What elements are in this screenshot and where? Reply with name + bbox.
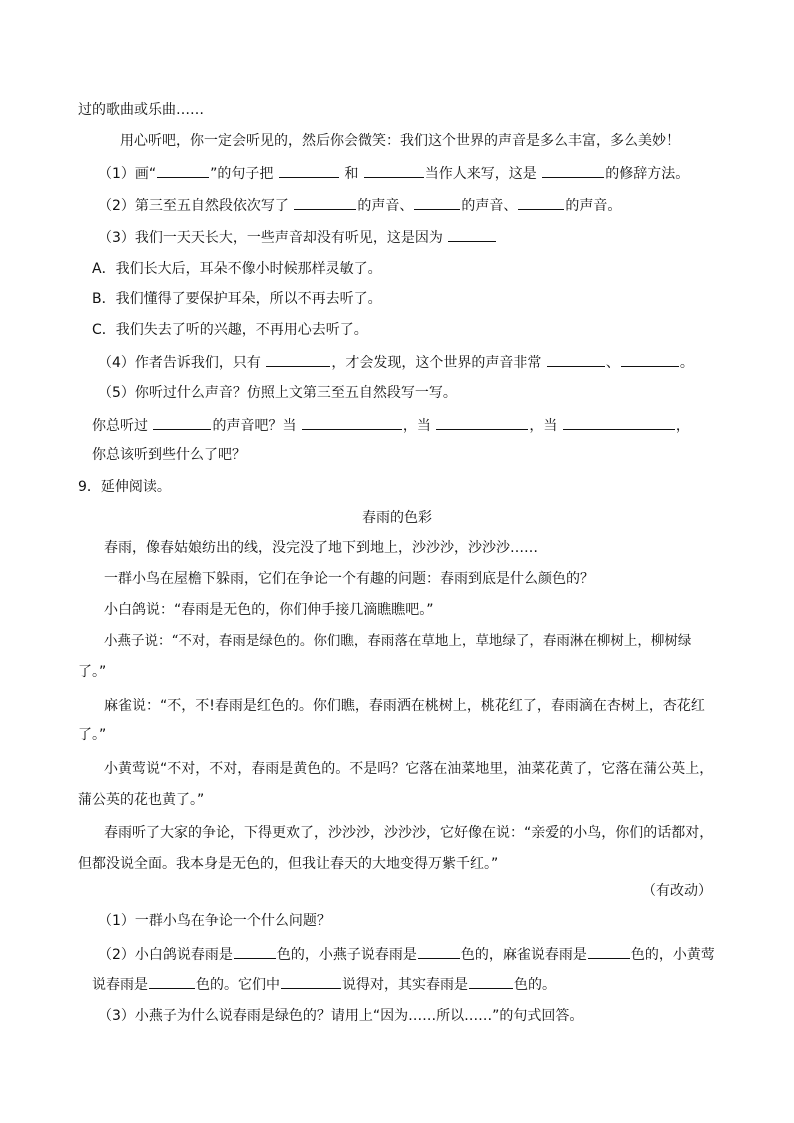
question-9-1: （1）一群小鸟在争论一个什么问题？ [98, 913, 331, 929]
option-a[interactable]: A．我们长大后，耳朵不像小时候那样灵敏了。 [92, 261, 382, 277]
text: 的声音吧？当 [212, 418, 297, 434]
answer-blank[interactable] [266, 353, 330, 367]
text: （2）小白鸽说春雨是 [98, 947, 233, 963]
answer-blank[interactable] [414, 196, 460, 210]
passage-line: 用心听吧，你一定会听见的，然后你会微笑：我们这个世界的声音是多么丰富，多么美妙！ [120, 133, 680, 149]
answer-blank[interactable] [234, 945, 276, 959]
answer-blank[interactable] [588, 945, 630, 959]
source-note: （有改动） [642, 883, 712, 899]
answer-blank[interactable] [469, 975, 513, 989]
text: （3）我们一天天长大，一些声音却没有听见，这是因为 [98, 230, 443, 246]
text: 的声音、 [357, 198, 414, 214]
text: 色的。它们中 [196, 977, 280, 993]
passage-paragraph: 了。” [78, 727, 107, 743]
question-8-5: （5）你听过什么声音？仿照上文第三至五自然段写一写。 [98, 385, 457, 401]
text: ，当 [402, 418, 431, 434]
text: （4）作者告诉我们，只有 [98, 355, 261, 371]
answer-blank[interactable] [153, 416, 211, 430]
text: 色的，小燕子说春雨是 [276, 947, 417, 963]
text: ，才会发现，这个世界的声音非常 [331, 355, 542, 371]
question-9-3: （3）小燕子为什么说春雨是绿色的？请用上“因为……所以……”的句式回答。 [98, 1008, 584, 1024]
answer-blank[interactable] [436, 416, 528, 430]
answer-blank[interactable] [364, 164, 424, 178]
text: 色的，小黄莺 [630, 947, 715, 963]
text: （1）画“ [98, 166, 157, 182]
answer-blank[interactable] [418, 945, 460, 959]
option-c[interactable]: C．我们失去了听的兴趣，不再用心去听了。 [92, 322, 368, 338]
answer-blank[interactable] [621, 353, 679, 367]
answer-blank[interactable] [281, 975, 341, 989]
answer-blank[interactable] [279, 164, 339, 178]
passage-paragraph: 一群小鸟在屋檐下躲雨，它们在争论一个有趣的问题：春雨到底是什么颜色的？ [104, 571, 594, 587]
answer-blank[interactable] [294, 196, 356, 210]
text: 色的，麻雀说春雨是 [460, 947, 587, 963]
answer-blank[interactable] [157, 164, 209, 178]
text: 。 [679, 355, 694, 371]
text: 色的。 [514, 977, 556, 993]
passage-paragraph: 小白鸽说：“春雨是无色的，你们伸手接几滴瞧瞧吧。” [104, 602, 434, 618]
text: 你总听过 [92, 418, 148, 434]
question-8-2 [98, 196, 621, 215]
question-9-2 [98, 945, 715, 964]
text: 的修辞方法。 [605, 166, 690, 182]
passage-paragraph: 但都没说全面。我本身是无色的，但我让春天的大地变得万紫千红。” [78, 856, 499, 872]
question-8-3 [98, 228, 497, 247]
passage-paragraph: 蒲公英的花也黄了。” [78, 792, 205, 808]
question-9-2-cont [92, 975, 556, 994]
text: ， [675, 418, 690, 434]
question-8-5-line1 [92, 416, 690, 435]
text: 的声音。 [565, 198, 622, 214]
passage-paragraph: 小燕子说：“不对，春雨是绿色的。你们瞧，春雨落在草地上，草地绿了，春雨淋在柳树上，柳树绿 [104, 633, 692, 649]
option-b[interactable]: B．我们懂得了要保护耳朵，所以不再去听了。 [92, 291, 382, 307]
question-8-1 [98, 164, 689, 183]
question-8-4 [98, 353, 694, 372]
question-9-heading: 9．延伸阅读。 [78, 479, 171, 495]
passage-paragraph: 春雨听了大家的争论，下得更欢了，沙沙沙，沙沙沙，它好像在说：“亲爱的小鸟，你们的话都对， [104, 825, 714, 841]
text: 当作人来写，这是 [424, 166, 537, 182]
text: ，当 [529, 418, 558, 434]
passage-paragraph: 了。” [78, 664, 107, 680]
question-8-5-line2: 你总该听到些什么了吧？ [92, 447, 246, 463]
answer-blank[interactable] [302, 416, 402, 430]
answer-blank[interactable] [518, 196, 564, 210]
answer-blank[interactable] [547, 353, 605, 367]
passage-line: 过的歌曲或乐曲…… [78, 102, 204, 118]
text: 的声音、 [461, 198, 518, 214]
answer-blank[interactable] [542, 164, 604, 178]
passage-paragraph: 春雨，像春姑娘纺出的线，没完没了地下到地上，沙沙沙，沙沙沙…… [104, 540, 538, 556]
passage-paragraph: 麻雀说：“不，不!春雨是红色的。你们瞧，春雨洒在桃树上，桃花红了，春雨滴在杏树上，杏花红 [104, 698, 705, 714]
answer-blank[interactable] [563, 416, 675, 430]
passage-title: 春雨的色彩 [362, 510, 432, 526]
text: 说春雨是 [92, 977, 148, 993]
answer-blank[interactable] [448, 228, 496, 242]
answer-blank[interactable] [149, 975, 195, 989]
text: ”的句子把 [210, 166, 274, 182]
text: 说得对，其实春雨是 [342, 977, 468, 993]
text: 和 [344, 166, 359, 182]
passage-paragraph: 小黄莺说“不对，不对，春雨是黄色的。不是吗？它落在油菜地里，油菜花黄了，它落在蒲公英上， [104, 761, 714, 777]
text: 、 [605, 355, 620, 371]
text: （2）第三至五自然段依次写了 [98, 198, 289, 214]
